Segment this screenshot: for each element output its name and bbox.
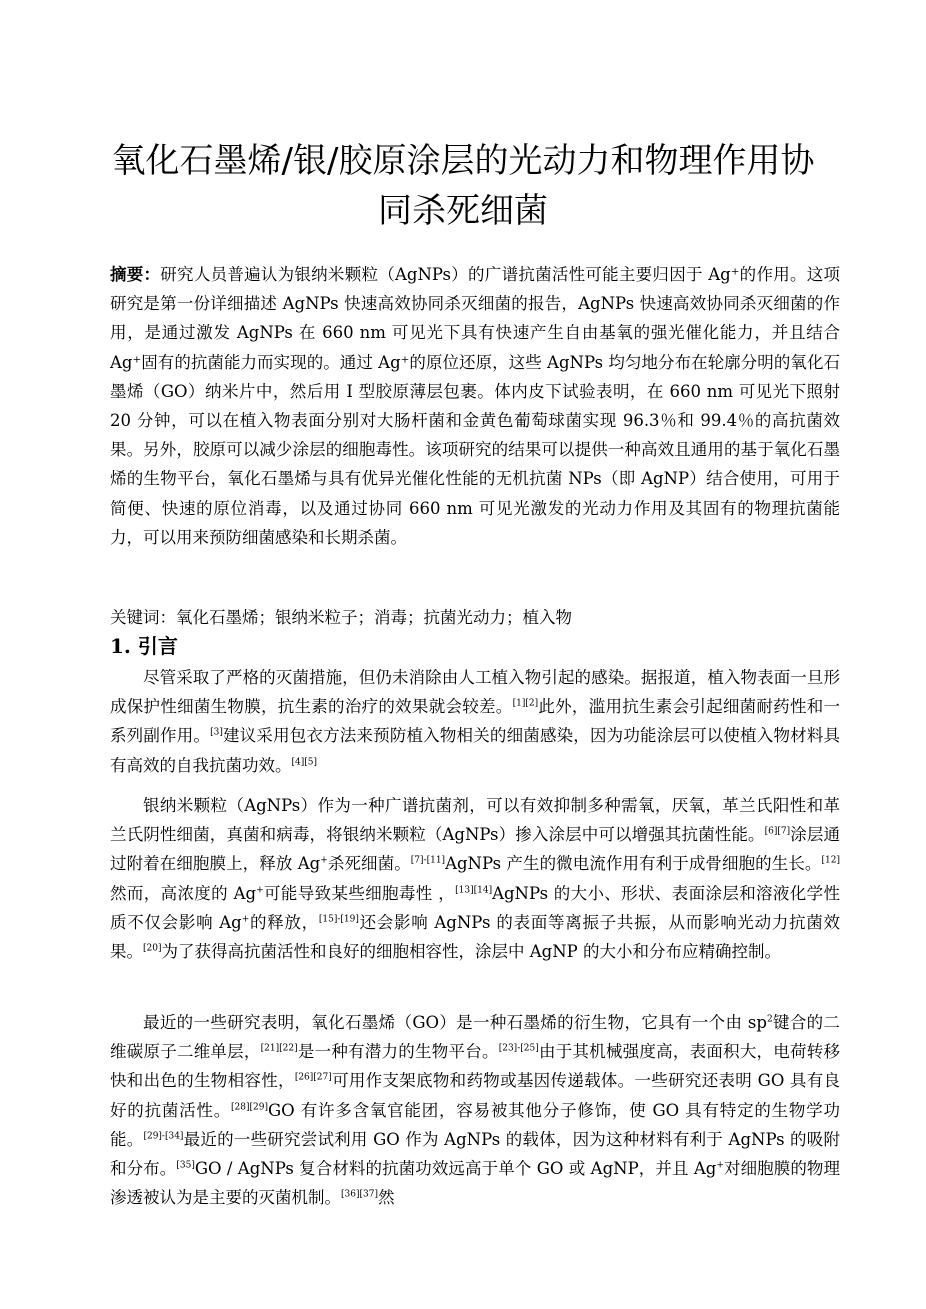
text-run: 的释放， bbox=[249, 912, 319, 932]
paper-title: 氧化石墨烯/银/胶原涂层的光动力和物理作用协同杀死细菌 bbox=[111, 141, 815, 231]
text-run: 银纳米颗粒（AgNPs）作为一种广谱抗菌剂，可以有效抑制多种需氧，厌氧，革兰氏阳性和革兰氏阴性细菌，真菌和病毒，将银纳米颗粒（AgNPs）掺入涂层中可以增强其抗菌性能。 bbox=[110, 796, 840, 845]
paragraph-1 bbox=[110, 663, 840, 780]
citation: [23]-[25] bbox=[498, 1043, 539, 1054]
text-run: GO / AgNPs 复合材料的抗菌功效远高于单个 GO 或 AgNP，并且 Ag bbox=[194, 1159, 717, 1179]
citation: [21][22] bbox=[260, 1043, 298, 1054]
citation: [12] bbox=[821, 855, 841, 866]
citation: [28][29] bbox=[231, 1102, 268, 1113]
superscript-plus: + bbox=[256, 885, 264, 896]
text-run: GO 有许多含氧官能团，容易被其他分子修饰，使 GO 具有特定的生物学功能。 bbox=[110, 1100, 841, 1149]
superscript-plus: + bbox=[716, 1160, 724, 1171]
text-run: 尽管采取了严格的灭菌措施，但仍未消除由人工植入物引起的感染。据报道，植入物表面一旦形成保护性细菌生物膜，抗生素的治疗的效果就会较差。 bbox=[110, 668, 840, 717]
text-run: AgNPs 的大小、形状、表面涂层和溶液化学性质不仅会影响 Ag bbox=[110, 883, 841, 932]
section-heading bbox=[110, 631, 178, 661]
text-run: 由于其机械强度高，表面积大，电荷转移快和出色的生物相容性， bbox=[110, 1042, 841, 1091]
paragraph-3 bbox=[110, 1008, 840, 1212]
superscript-plus: + bbox=[241, 914, 250, 925]
citation: [20] bbox=[143, 943, 162, 954]
text-run: 最近的一些研究表明，氧化石墨烯（GO）是一种石墨烯的衍生物，它具有一个由 sp bbox=[143, 1013, 767, 1032]
section-number: 1. bbox=[110, 634, 131, 658]
text-run: 为了获得高抗菌活性和良好的细胞相容性，涂层中 AgNP 的大小和分布应精确控制。 bbox=[161, 942, 781, 962]
citation: [15]-[19] bbox=[318, 914, 359, 925]
text-run: 然而，高浓度的 Ag bbox=[110, 883, 257, 903]
abstract-label: 摘要： bbox=[110, 265, 161, 284]
citation: [36][37] bbox=[341, 1189, 378, 1200]
citation: [26][27] bbox=[294, 1072, 332, 1083]
text-run: 键合的二维碳原子二维单层， bbox=[110, 1013, 840, 1062]
citation: [3] bbox=[210, 727, 223, 738]
citation: [4][5] bbox=[291, 757, 317, 768]
text-run: AgNPs 产生的微电流作用有利于成骨细胞的生长。 bbox=[445, 854, 822, 874]
text-run: 是一种有潜力的生物平台。 bbox=[297, 1042, 499, 1062]
citation: [35] bbox=[176, 1160, 195, 1171]
citation: [6][7] bbox=[764, 826, 791, 837]
abstract bbox=[110, 260, 840, 552]
superscript-2: 2 bbox=[766, 1014, 773, 1025]
text-run: 对细胞膜的物理渗透被认为是主要的灭菌机制。 bbox=[110, 1159, 841, 1208]
citation: [13][14] bbox=[455, 885, 493, 896]
citation: [29]-[34] bbox=[143, 1131, 184, 1142]
text-run: 可用作支架底物和药物或基因传递载体。一些研究还表明 GO 具有良好的抗菌活性。 bbox=[110, 1071, 840, 1120]
text-run: 涂层通过附着在细胞膜上，释放 Ag bbox=[110, 825, 840, 874]
superscript-plus: + bbox=[320, 855, 328, 866]
paragraph-2 bbox=[110, 791, 840, 966]
citation: [1][2] bbox=[512, 698, 539, 709]
text-run: 此外，滥用抗生素会引起细菌耐药性和一系列副作用。 bbox=[110, 697, 841, 746]
citation: [7]-[11] bbox=[410, 855, 446, 866]
text-run: 还会影响 AgNPs 的表面等离振子共振，从而影响光动力抗菌效果。 bbox=[110, 912, 840, 962]
keywords: 关键词：氧化石墨烯；银纳米粒子；消毒；抗菌光动力；植入物 bbox=[110, 608, 572, 627]
abstract-text: 研究人员普遍认为银纳米颗粒（AgNPs）的广谱抗菌活性可能主要归因于 Ag⁺的作用。这项研究是第一份详细描述 AgNPs 快速高效协同杀灭细菌的报告，AgNPs 快速高效协同杀灭细菌的作用，是通过激发 AgNPs 在 660 nm 可见光下具有快速产生自由基氧的强光催化能力，并且结合 Ag⁺固有的抗菌能力而实现的。通过 Ag⁺的原位还原，这些 AgNPs 均匀地分布在轮廓分明的氧化石墨烯（GO）纳米片中，然后用 I 型胶原薄层包裹。体内皮下试验表明，在 660 nm 可见光下照射 20 分钟，可以在植入物表面分别对大肠杆菌和金黄色葡萄球菌实现 96.3％和 99.4％的高抗菌效果。另外，胶原可以减少涂层的细胞毒性。该项研究的结果可以提供一种高效且通用的基于氧化石墨烯的生物平台，氧化石墨烯与具有优异光催化性能的无机抗菌 NPs（即 AgNP）结合使用，可用于简便、快速的原位消毒，以及通过协同 660 nm 可见光激发的光动力作用及其固有的物理抗菌能力，可以用来预防细菌感染和长期杀菌。 bbox=[110, 265, 840, 547]
text-run: 建议采用包衣方法来预防植入物相关的细菌感染，因为功能涂层可以使植入物材料具有高效的自我抗菌功效。 bbox=[110, 726, 841, 775]
text-run: 然 bbox=[377, 1188, 395, 1208]
text-run: 最近的一些研究尝试利用 GO 作为 AgNPs 的载体，因为这种材料有利于 AgNPs 的吸附和分布。 bbox=[110, 1129, 841, 1179]
text-run: 可能导致某些细胞毒性 ， bbox=[263, 883, 456, 903]
text-run: 杀死细菌。 bbox=[327, 854, 411, 874]
section-title: 引言 bbox=[137, 634, 178, 658]
